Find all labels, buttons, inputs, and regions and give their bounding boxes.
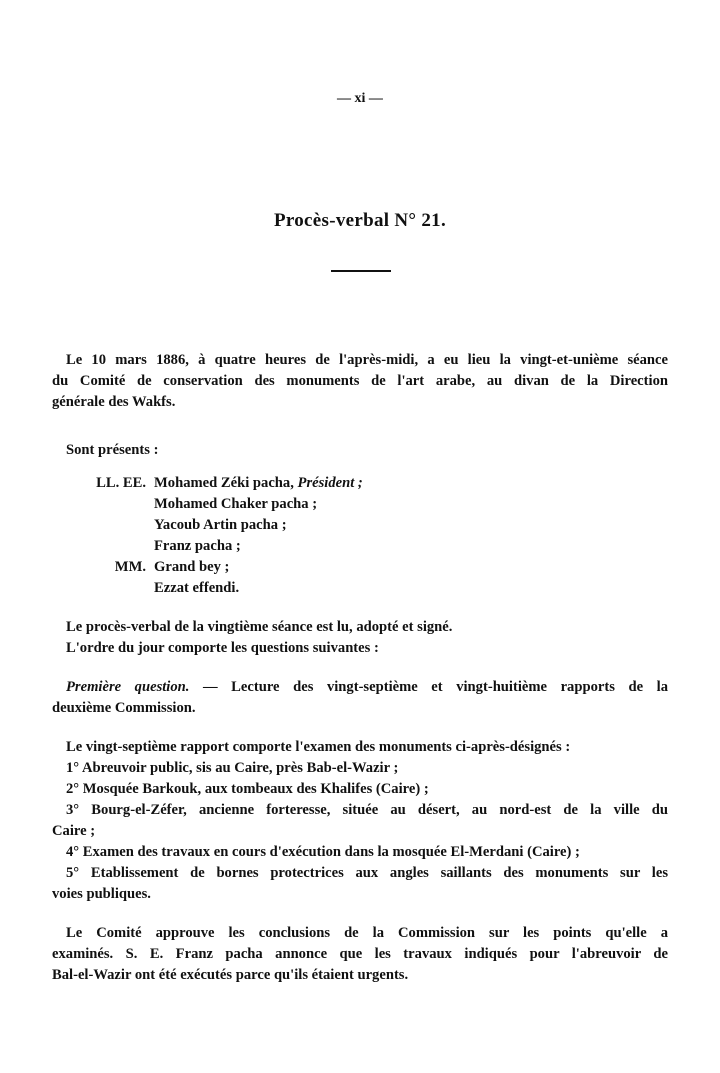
page-title: Procès-verbal N° 21. [273, 210, 447, 231]
text-line: voies publiques. [52, 886, 151, 902]
list-item: 1° Abreuvoir public, sis au Caire, près Bab-el-Wazir ; [66, 760, 399, 776]
text-line: Bal-el-Wazir ont été exécutés parce qu'ils étaient urgents. [52, 967, 409, 983]
list-item: 4° Examen des travaux en cours d'exécution dans la mosquée El-Merdani (Caire) ; [66, 844, 580, 860]
list-item: 2° Mosquée Barkouk, aux tombeaux des Khalifes (Caire) ; [66, 781, 429, 797]
question-label: Première question. [66, 679, 190, 695]
minutes-paragraph [52, 617, 668, 659]
opening-paragraph [52, 350, 668, 413]
text-line: Le Comité approuve les conclusions de la Commission sur les points qu'elle a [66, 925, 668, 941]
attendee-name: Mohamed Chaker pacha ; [154, 496, 318, 512]
text-line: du Comité de conservation des monuments de l'art arabe, au divan de la Direction [52, 373, 668, 389]
question-paragraph [52, 677, 668, 719]
present-heading: Sont présents : [66, 442, 159, 458]
report-paragraph [52, 737, 668, 905]
attendee-name: Mohamed Zéki pacha, [154, 475, 294, 491]
text-line: Caire ; [52, 823, 96, 839]
list-item: 3° Bourg-el-Zéfer, ancienne forteresse, située au désert, au nord-est de la ville du [66, 802, 668, 818]
conclusion-paragraph [52, 923, 668, 986]
attendee-item [88, 494, 588, 515]
attendee-name: Franz pacha ; [154, 538, 241, 554]
attendee-list [88, 473, 588, 599]
text-line: générale des Wakfs. [52, 394, 176, 410]
text-line: Le 10 mars 1886, à quatre heures de l'après-midi, a eu lieu la vingt-et-unième séance [66, 352, 668, 368]
attendee-title: LL. EE. [96, 475, 146, 491]
list-item: 5° Etablissement de bornes protectrices aux angles saillants des monuments sur les [66, 865, 668, 881]
attendee-name: Grand bey ; [154, 559, 230, 575]
text-line: L'ordre du jour comporte les questions suivantes : [66, 640, 379, 656]
attendee-name: Ezzat effendi. [154, 580, 240, 596]
attendee-item [88, 557, 588, 578]
page-number: — xi — [337, 91, 383, 106]
text-line: Le vingt-septième rapport comporte l'examen des monuments ci-après-désignés : [66, 739, 571, 755]
text-line: Première question. — Lecture des vingt-septième et vingt-huitième rapports de la [66, 679, 668, 695]
attendee-item [88, 578, 588, 599]
text-line: Le procès-verbal de la vingtième séance est lu, adopté et signé. [66, 619, 453, 635]
text-line: deuxième Commission. [52, 700, 196, 716]
attendee-item [88, 515, 588, 536]
attendee-role: Président ; [297, 475, 363, 491]
attendee-item [88, 473, 588, 494]
attendee-title: MM. [114, 559, 146, 575]
title-divider [331, 270, 391, 272]
attendee-item [88, 536, 588, 557]
text-line: examinés. S. E. Franz pacha annonce que les travaux indiqués pour l'abreuvoir de [52, 946, 668, 962]
attendee-name: Yacoub Artin pacha ; [154, 517, 287, 533]
